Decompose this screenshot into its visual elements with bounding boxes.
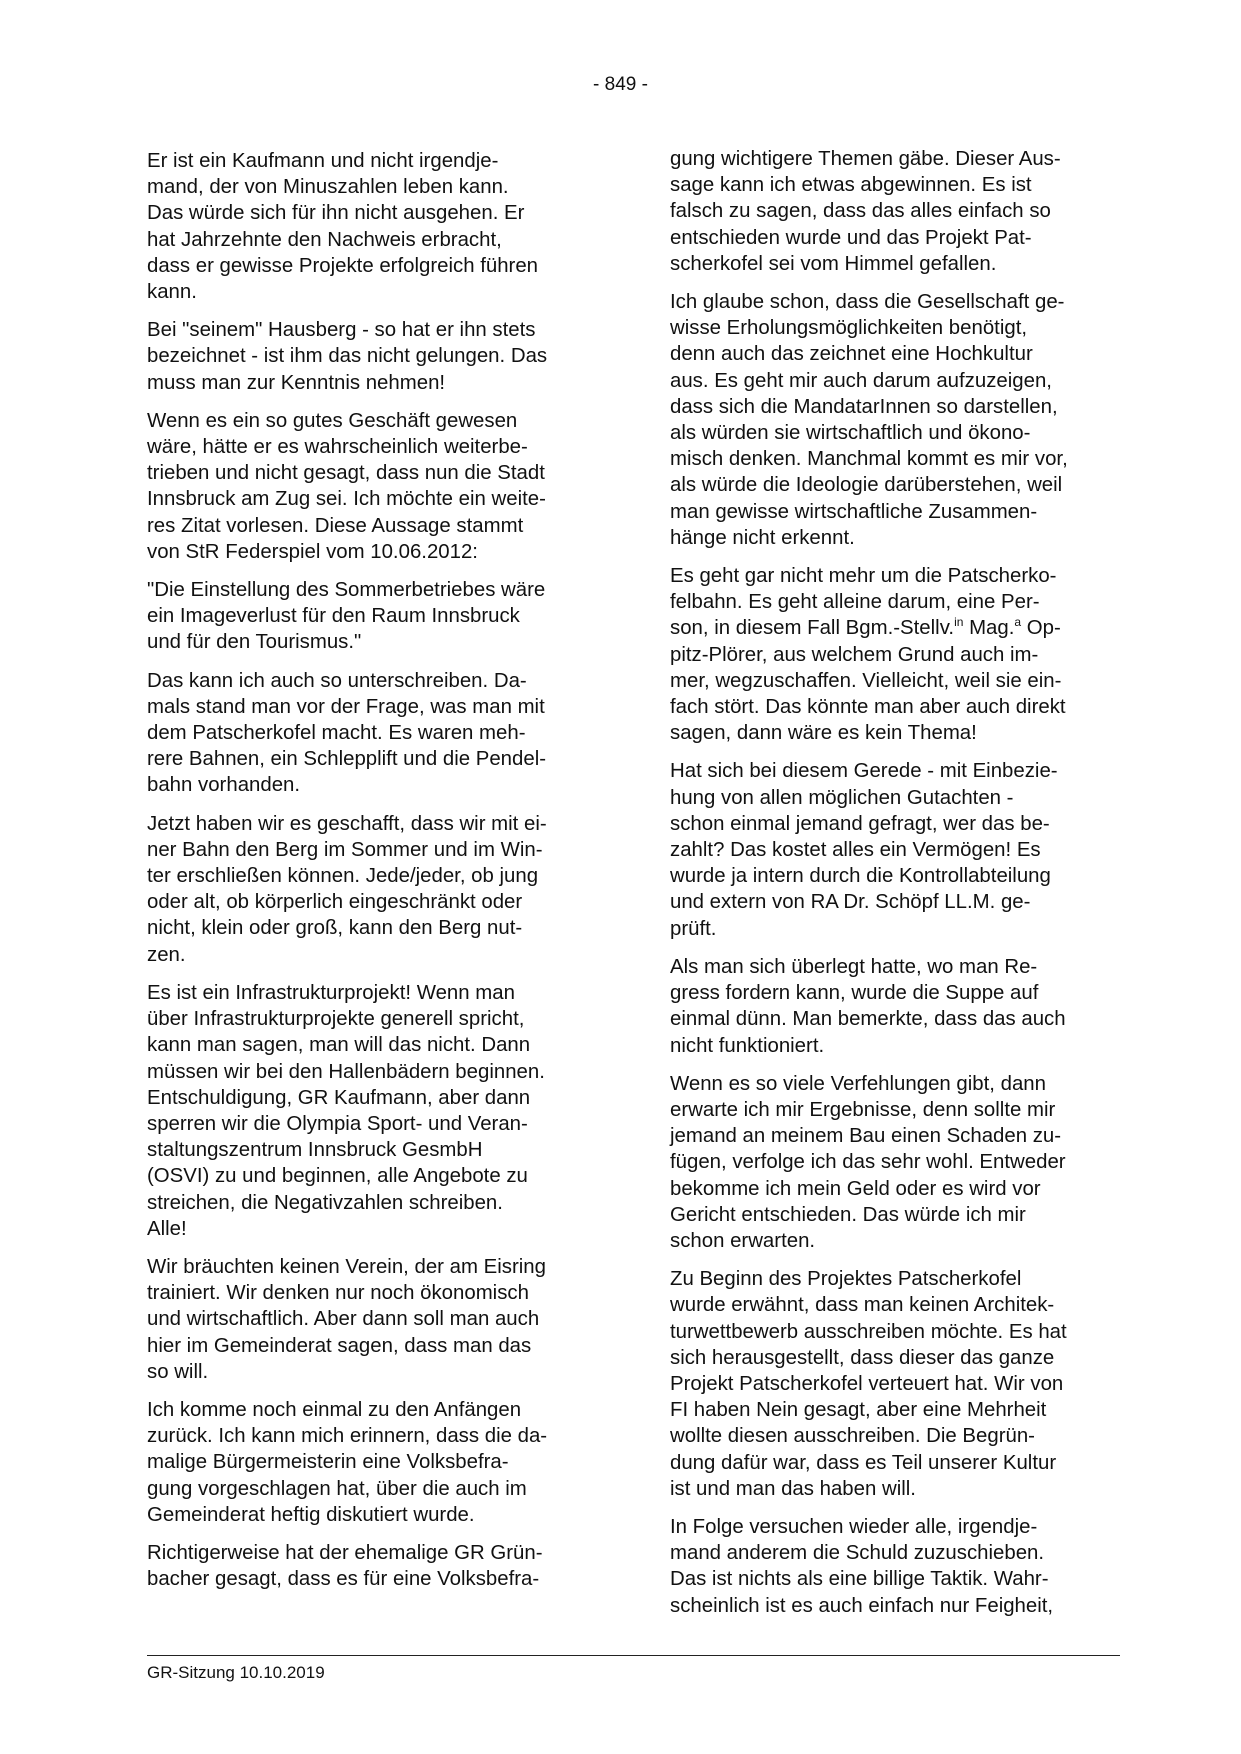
text-line: wurde ja intern durch die Kontrollabteilung xyxy=(670,865,1051,888)
text-line: schon erwarten. xyxy=(670,1229,816,1252)
paragraph xyxy=(147,1397,601,1528)
paragraph xyxy=(670,146,1120,277)
page-number: - 849 - xyxy=(593,74,648,95)
text-line: zen. xyxy=(147,943,186,966)
text-line: sich herausgestellt, dass dieser das ganze xyxy=(670,1346,1055,1369)
text-line: turwettbewerb ausschreiben möchte. Es hat xyxy=(670,1320,1067,1343)
text-line: rere Bahnen, ein Schlepplift und die Pendel- xyxy=(147,748,547,771)
text-line: scherkofel sei vom Himmel gefallen. xyxy=(670,252,997,275)
text-line: Entschuldigung, GR Kaufmann, aber dann xyxy=(147,1086,531,1109)
text-line: ter erschließen können. Jede/jeder, ob jung xyxy=(147,865,539,888)
text-fragment: son, in diesem Fall Bgm.-Stellv. xyxy=(670,617,955,640)
text-line: trieben und nicht gesagt, dass nun die Stadt xyxy=(147,462,545,485)
paragraph xyxy=(670,1071,1120,1254)
text-line: denn auch das zeichnet eine Hochkultur xyxy=(670,343,1033,366)
text-line: über Infrastrukturprojekte generell spricht, xyxy=(147,1008,525,1031)
paragraph xyxy=(670,289,1120,551)
text-line: In Folge versuchen wieder alle, irgendje- xyxy=(670,1515,1038,1538)
text-line: misch denken. Manchmal kommt es mir vor, xyxy=(670,448,1068,471)
footer-session-label: GR-Sitzung 10.10.2019 xyxy=(147,1663,325,1682)
paragraph xyxy=(147,1254,601,1385)
text-line: scheinlich ist es auch einfach nur Feigheit, xyxy=(670,1594,1054,1617)
text-line: Das kann ich auch so unterschreiben. Da- xyxy=(147,669,527,692)
text-line: ein Imageverlust für den Raum Innsbruck xyxy=(147,605,520,628)
text-line: so will. xyxy=(147,1360,209,1383)
text-line: mand, der von Minuszahlen leben kann. xyxy=(147,176,509,199)
text-line: man gewisse wirtschaftliche Zusammen- xyxy=(670,500,1038,523)
text-line: prüft. xyxy=(670,917,717,940)
text-line: sagen, dann wäre es kein Thema! xyxy=(670,722,977,745)
text-line: Es ist ein Infrastrukturprojekt! Wenn man xyxy=(147,981,515,1004)
text-line: hier im Gemeinderat sagen, dass man das xyxy=(147,1334,532,1357)
text-line: bezeichnet - ist ihm das nicht gelungen. Das xyxy=(147,345,548,368)
text-line: sperren wir die Olympia Sport- und Veran- xyxy=(147,1112,528,1135)
text-line: wäre, hätte er es wahrscheinlich weiterbe- xyxy=(147,436,528,459)
text-line: aus. Es geht mir auch darum aufzuzeigen, xyxy=(670,369,1052,392)
text-line: fügen, verfolge ich das sehr wohl. Entweder xyxy=(670,1151,1066,1174)
text-line: oder alt, ob körperlich eingeschränkt oder xyxy=(147,891,523,914)
text-line: hung von allen möglichen Gutachten - xyxy=(670,786,1014,809)
footer-divider xyxy=(147,1655,1120,1656)
text-line: nicht funktioniert. xyxy=(670,1034,825,1057)
text-line: ner Bahn den Berg im Sommer und im Win- xyxy=(147,838,543,861)
left-column xyxy=(147,148,601,1604)
text-line: mals stand man vor der Frage, was man mit xyxy=(147,695,545,718)
text-line: streichen, die Negativzahlen schreiben. xyxy=(147,1191,503,1214)
text-line: wollte diesen ausschreiben. Die Begrün- xyxy=(670,1425,1035,1448)
text-line: bacher gesagt, dass es für eine Volksbefra- xyxy=(147,1568,540,1591)
text-line: "Die Einstellung des Sommerbetriebes wäre xyxy=(147,579,546,602)
paragraph xyxy=(147,317,601,396)
text-line: Es geht gar nicht mehr um die Patscherko- xyxy=(670,565,1057,588)
text-line: felbahn. Es geht alleine darum, eine Per- xyxy=(670,591,1040,614)
text-line: Ich komme noch einmal zu den Anfängen xyxy=(147,1398,522,1421)
text-line: Wenn es so viele Verfehlungen gibt, dann xyxy=(670,1072,1046,1095)
text-line: Er ist ein Kaufmann und nicht irgendje- xyxy=(147,150,499,172)
text-line: trainiert. Wir denken nur noch ökonomisch xyxy=(147,1282,529,1305)
text-line: Projekt Patscherkofel verteuert hat. Wir von xyxy=(670,1372,1064,1395)
text-line: Gericht entschieden. Das würde ich mir xyxy=(670,1203,1026,1226)
text-line: wisse Erholungsmöglichkeiten benötigt, xyxy=(670,317,1028,340)
text-line: Gemeinderat heftig diskutiert wurde. xyxy=(147,1503,475,1526)
text-line: Wenn es ein so gutes Geschäft gewesen xyxy=(147,409,518,432)
text-line: schon einmal jemand gefragt, wer das be- xyxy=(670,812,1050,835)
text-line: kann man sagen, man will das nicht. Dann xyxy=(147,1034,531,1057)
text-line: dem Patscherkofel macht. Es waren meh- xyxy=(147,722,526,745)
text-line: Richtigerweise hat der ehemalige GR Grün- xyxy=(147,1541,543,1564)
paragraph xyxy=(147,668,601,799)
text-line: als würde die Ideologie darüberstehen, weil xyxy=(670,474,1063,497)
text-fragment: Mag. xyxy=(963,617,1015,640)
paragraph xyxy=(147,577,601,656)
text-line: einmal dünn. Man bemerkte, dass das auch xyxy=(670,1008,1066,1031)
paragraph xyxy=(670,1266,1120,1502)
paragraph xyxy=(147,1540,601,1592)
paragraph xyxy=(670,1514,1120,1619)
text-line: res Zitat vorlesen. Diese Aussage stammt xyxy=(147,514,524,537)
text-line: zahlt? Das kostet alles ein Vermögen! Es xyxy=(670,839,1041,862)
paragraph xyxy=(147,980,601,1242)
text-line: sage kann ich etwas abgewinnen. Es ist xyxy=(670,174,1032,197)
superscript: a xyxy=(1014,615,1022,630)
text-line: Innsbruck am Zug sei. Ich möchte ein weite- xyxy=(147,488,546,511)
text-line: erwarte ich mir Ergebnisse, denn sollte mir xyxy=(670,1098,1056,1121)
text-line: dung dafür war, dass es Teil unserer Kultur xyxy=(670,1451,1057,1474)
text-line: hat Jahrzehnte den Nachweis erbracht, xyxy=(147,228,502,251)
superscript: in xyxy=(954,615,964,630)
text-line: kann. xyxy=(147,281,197,304)
text-line: und extern von RA Dr. Schöpf LL.M. ge- xyxy=(670,891,1031,914)
text-line: Hat sich bei diesem Gerede - mit Einbezie- xyxy=(670,760,1058,783)
paragraph xyxy=(670,758,1120,941)
text-line: mand anderem die Schuld zuzuschieben. xyxy=(670,1542,1045,1565)
text-line: gung wichtigere Themen gäbe. Dieser Aus- xyxy=(670,148,1061,170)
text-line: zurück. Ich kann mich erinnern, dass die da- xyxy=(147,1425,548,1448)
text-line: falsch zu sagen, dass das alles einfach so xyxy=(670,200,1051,223)
text-line: fach stört. Das könnte man aber auch direkt xyxy=(670,696,1066,719)
text-line: jemand an meinem Bau einen Schaden zu- xyxy=(670,1125,1062,1148)
text-line: bahn vorhanden. xyxy=(147,774,301,797)
text-line: (OSVI) zu und beginnen, alle Angebote zu xyxy=(147,1165,528,1188)
text-line: und für den Tourismus." xyxy=(147,631,362,654)
text-line: FI haben Nein gesagt, aber eine Mehrheit xyxy=(670,1399,1047,1422)
paragraph xyxy=(670,563,1120,746)
paragraph xyxy=(147,408,601,565)
text-line: Das ist nichts als eine billige Taktik. Wahr- xyxy=(670,1568,1049,1591)
text-line: malige Bürgermeisterin eine Volksbefra- xyxy=(147,1451,509,1474)
text-line: Wir bräuchten keinen Verein, der am Eisring xyxy=(147,1255,546,1278)
paragraph xyxy=(147,148,601,305)
text-line: entschieden wurde und das Projekt Pat- xyxy=(670,226,1032,249)
text-line: dass er gewisse Projekte erfolgreich führen xyxy=(147,254,539,277)
text-line: Jetzt haben wir es geschafft, dass wir mit ei- xyxy=(147,812,547,835)
text-line: mer, wegzuschaffen. Vielleicht, weil sie ein- xyxy=(670,669,1062,692)
paragraph xyxy=(147,811,601,968)
text-line: staltungszentrum Innsbruck GesmbH xyxy=(147,1139,483,1162)
text-line: ist und man das haben will. xyxy=(670,1477,916,1500)
text-line: und wirtschaftlich. Aber dann soll man auch xyxy=(147,1308,540,1331)
text-line: gress fordern kann, wurde die Suppe auf xyxy=(670,982,1039,1005)
text-line: müssen wir bei den Hallenbädern beginnen. xyxy=(147,1060,545,1083)
text-line: hänge nicht erkennt. xyxy=(670,526,855,549)
text-line: Bei "seinem" Hausberg - so hat er ihn stets xyxy=(147,319,536,342)
text-line: nicht, klein oder groß, kann den Berg nut- xyxy=(147,917,523,940)
text-line: Als man sich überlegt hatte, wo man Re- xyxy=(670,955,1038,978)
right-column xyxy=(670,146,1120,1631)
text-line: Zu Beginn des Projektes Patscherkofel xyxy=(670,1268,1022,1291)
text-line: dass sich die MandatarInnen so darstellen, xyxy=(670,395,1058,418)
text-line: als würden sie wirtschaftlich und ökono- xyxy=(670,422,1031,445)
text-line: Das würde sich für ihn nicht ausgehen. Er xyxy=(147,202,525,225)
text-fragment: Op- xyxy=(1021,617,1061,640)
text-line: von StR Federspiel vom 10.06.2012: xyxy=(147,540,478,563)
text-line: Ich glaube schon, dass die Gesellschaft ge- xyxy=(670,291,1065,314)
text-line-with-superscript xyxy=(670,615,1120,641)
text-line: wurde erwähnt, dass man keinen Architek- xyxy=(670,1294,1055,1317)
text-line: muss man zur Kenntnis nehmen! xyxy=(147,371,446,394)
paragraph xyxy=(670,954,1120,1059)
text-line: bekomme ich mein Geld oder es wird vor xyxy=(670,1177,1041,1200)
text-line: pitz-Plörer, aus welchem Grund auch im- xyxy=(670,643,1039,666)
text-line: gung vorgeschlagen hat, über die auch im xyxy=(147,1477,527,1500)
text-line: Alle! xyxy=(147,1217,187,1240)
